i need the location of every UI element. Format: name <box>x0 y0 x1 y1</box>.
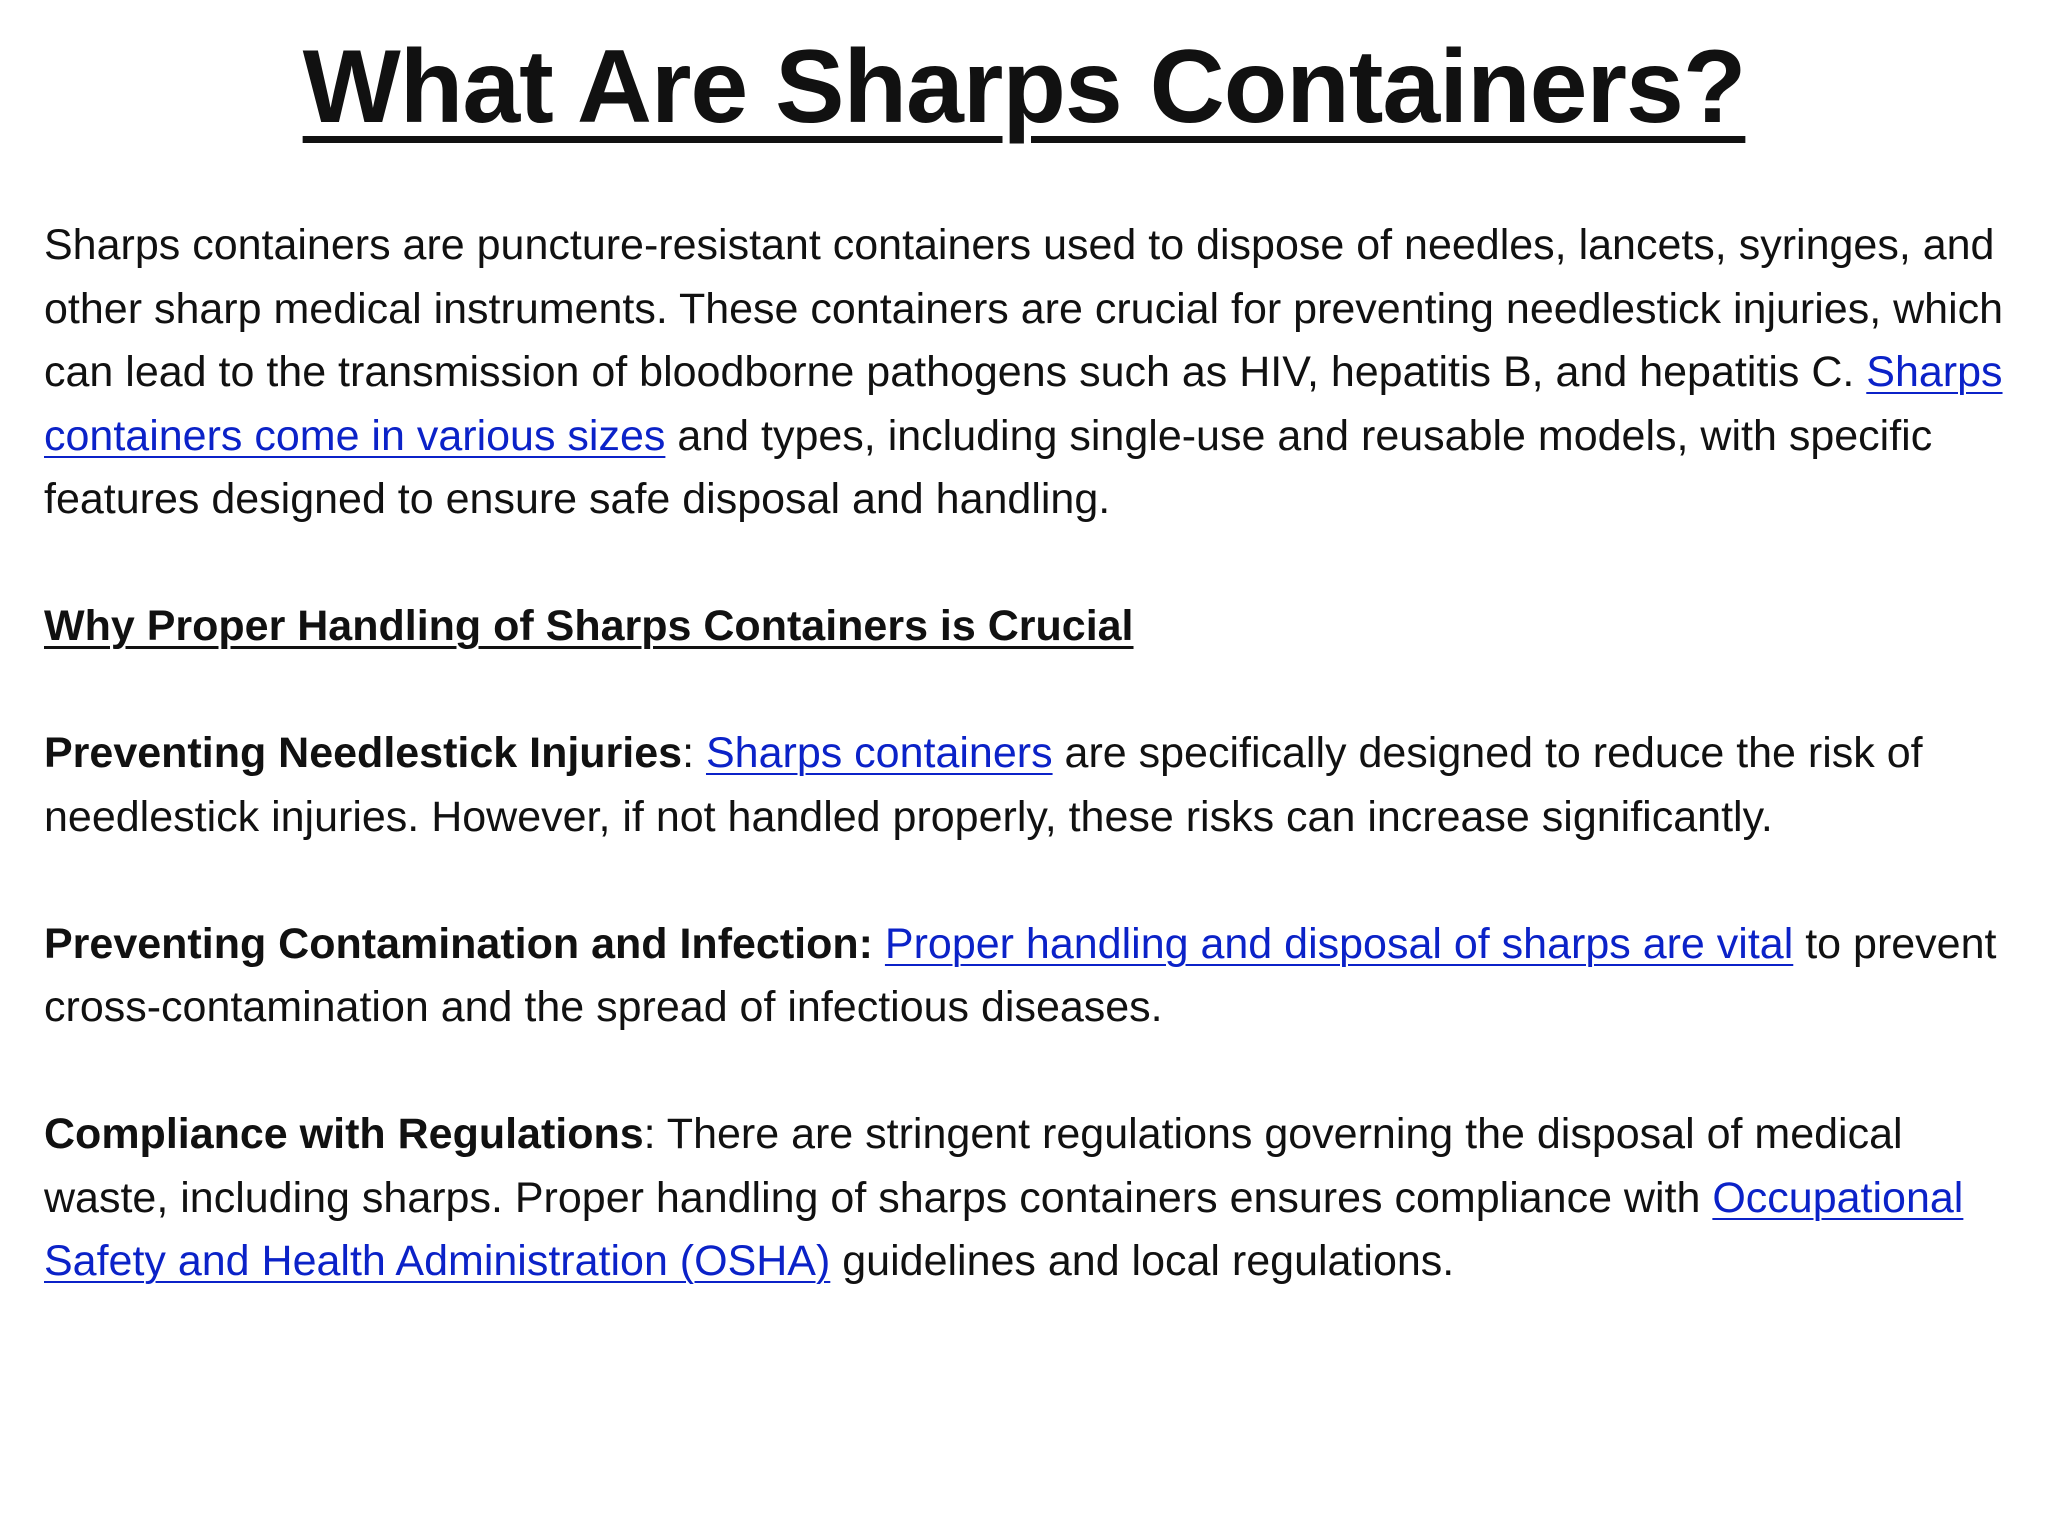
spacer <box>44 1040 2024 1104</box>
point-lead: Preventing Contamination and Infection: <box>44 919 873 968</box>
spacer <box>44 659 2024 723</box>
point-lead: Compliance with Regulations <box>44 1110 644 1158</box>
osha-link[interactable]: Occupational Safety and Health Administration (OSHA) <box>44 1173 1964 1285</box>
sharps-containers-link[interactable]: Sharps containers <box>705 729 1053 777</box>
section-heading: Why Proper Handling of Sharps Containers is Crucial <box>44 602 1134 650</box>
intro-paragraph: Sharps containers are puncture-resistant containers used to dispose of needles, lancets, syringes, and other sharp medical instruments. These containers are crucial for preventing needlestick injuries, which can lead to the transmission of bloodborne pathogens such as HIV, hepatitis B, and hepatitis C. Sharps containers come in various sizes and types, including single-use and reusable models, with specific features designed to ensure safe disposal and handling. <box>44 221 2004 523</box>
sizes-link[interactable]: Sharps containers come in various sizes <box>44 348 2003 460</box>
spacer <box>44 532 2024 596</box>
slide-body <box>44 214 2024 1294</box>
point-needlestick: Preventing Needlestick Injuries: Sharps containers are specifically designed to reduce the risk of needlestick injuries. However, if not handled properly, these risks can increase significantly. <box>44 729 1923 841</box>
point-compliance: Compliance with Regulations: There are stringent regulations governing the disposal of medical waste, including sharps. Proper handling of sharps containers ensures compliance with Occupational Safety and Health Administration (OSHA) guidelines and local regulations. <box>44 1110 1964 1285</box>
point-lead: Preventing Needlestick Injuries <box>44 729 683 777</box>
page-title: What Are Sharps Containers? <box>302 29 1746 145</box>
point-contamination: Preventing Contamination and Infection: Proper handling and disposal of sharps are vital to prevent cross-contamination and the spread of infectious diseases. <box>44 919 1997 1031</box>
proper-handling-link[interactable]: Proper handling and disposal of sharps are vital <box>884 919 1794 968</box>
spacer <box>44 849 2024 913</box>
